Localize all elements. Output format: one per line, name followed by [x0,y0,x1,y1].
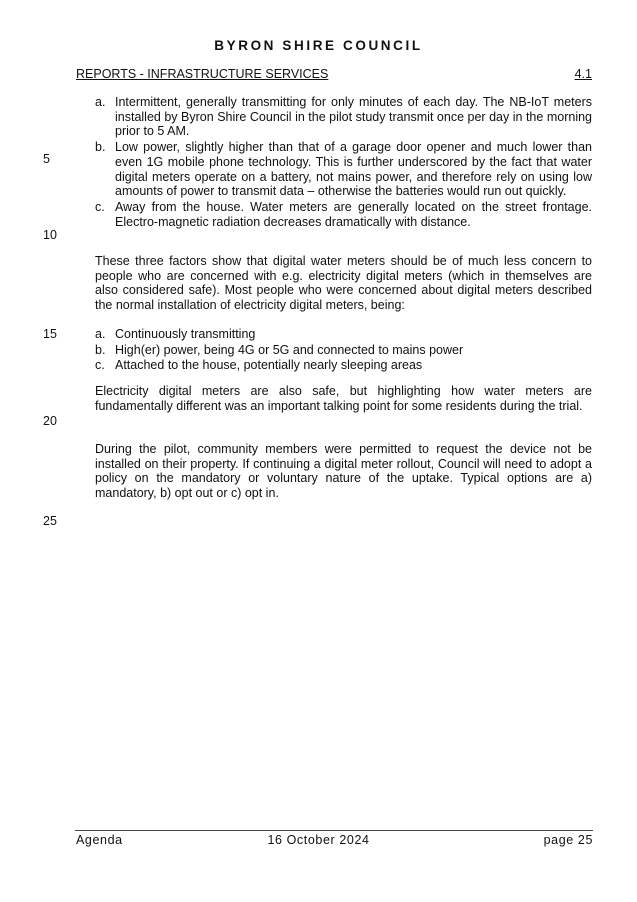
line-number: 15 [43,327,57,341]
factor-list [95,95,592,230]
list-text: Low power, slightly higher than that of a garage door opener and much lower than even 1G mobile phone technology. This is further underscored by the fact that water digital meters operate on a battery, not mains power, and therefore rely on using low amounts of power to transmit data – otherwise the batteries would run out quickly. [115,140,592,199]
list-marker: b. [95,140,106,155]
list-marker: b. [95,342,106,357]
list-item [95,327,592,342]
footer-page-number: page 25 [543,833,593,847]
list-item [95,140,592,199]
paragraph: Electricity digital meters are also safe, but highlighting how water meters are fundamentally different was an important talking point for some residents during the trial. [95,384,592,413]
line-number: 25 [43,514,57,528]
section-number: 4.1 [574,67,592,81]
footer-date: 16 October 2024 [267,833,370,847]
section-title: REPORTS - INFRASTRUCTURE SERVICES [76,67,329,81]
list-marker: a. [95,95,106,109]
footer-agenda: Agenda [76,833,123,847]
list-marker: c. [95,358,105,373]
footer-divider [75,830,593,831]
paragraph: These three factors show that digital water meters should be of much less concern to people who are concerned with e.g. electricity digital meters (which in themselves are also considered safe). Most people who were concerned about digital meters described the normal installation of electricity digital meters, being: [95,254,592,313]
list-marker: c. [95,199,105,214]
line-number: 20 [43,414,57,428]
council-name: BYRON SHIRE COUNCIL [214,38,423,53]
list-item [95,95,592,139]
list-text: Attached to the house, potentially nearly sleeping areas [115,358,423,373]
line-number: 5 [43,152,50,166]
list-text: High(er) power, being 4G or 5G and connected to mains power [115,342,464,357]
list-text: Intermittent, generally transmitting for only minutes of each day. The NB-IoT meters installed by Byron Shire Council in the pilot study transmit once per day in the morning prior to 5 AM. [115,95,592,139]
electricity-meter-list [95,327,592,374]
list-item [95,200,592,229]
list-item [95,343,592,358]
list-item [95,358,592,373]
list-text: Away from the house. Water meters are generally located on the street frontage. Electro-magnetic radiation decreases dramatically with distance. [115,199,592,229]
paragraph: During the pilot, community members were permitted to request the device not be installed on their property. If continuing a digital meter rollout, Council will need to adopt a policy on the mandatory or voluntary nature of the uptake. Typical options are a) mandatory, b) opt out or c) opt in. [95,442,592,501]
line-number: 10 [43,228,57,242]
list-text: Continuously transmitting [115,327,256,341]
list-marker: a. [95,327,106,341]
